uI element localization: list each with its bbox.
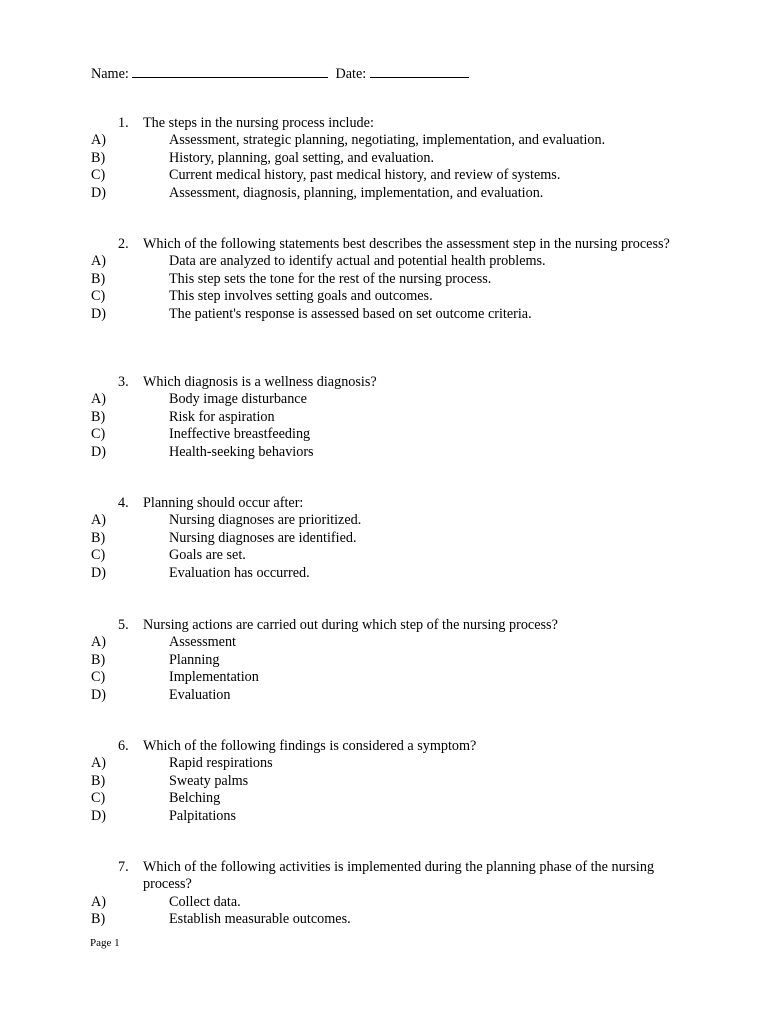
page-number: Page 1 [90,937,120,949]
option-letter: D) [91,807,106,824]
question-stem [91,859,691,894]
option-text: This step involves setting goals and outcomes. [169,288,433,305]
option-text: Body image disturbance [169,391,307,408]
option-text: Palpitations [169,807,236,824]
option-letter: B) [91,149,106,166]
option-letter: A) [91,391,106,408]
option-d [91,185,691,202]
question-number: 3. [118,374,129,390]
option-letter: B) [91,911,106,928]
question-stem [91,495,691,512]
option-letter: C) [91,426,106,443]
option-letter: C) [91,547,106,564]
option-text: Assessment, diagnosis, planning, implementation, and evaluation. [169,184,544,201]
question-6 [91,738,691,825]
question-text: Which of the following findings is considered a symptom? [143,738,477,754]
option-text: Establish measurable outcomes. [169,911,351,928]
option-letter: D) [91,686,106,703]
option-text: Current medical history, past medical history, and review of systems. [169,167,561,184]
option-b [91,530,691,547]
question-text: Which of the following statements best describes the assessment step in the nursing process? [143,236,670,252]
question-stem [91,115,691,132]
option-d [91,306,691,323]
option-text: Collect data. [169,893,241,910]
option-letter: B) [91,408,106,425]
option-a [91,894,691,911]
option-text: History, planning, goal setting, and evaluation. [169,149,435,166]
option-letter: B) [91,270,106,287]
option-letter: B) [91,772,106,789]
question-number: 4. [118,495,129,511]
date-label: Date: [335,66,367,82]
option-c [91,669,691,686]
option-c [91,547,691,564]
option-b [91,773,691,790]
question-stem [91,617,691,634]
date-blank-line[interactable] [370,63,469,78]
option-c [91,426,691,443]
option-letter: A) [91,893,106,910]
option-letter: A) [91,253,106,270]
option-text: Nursing diagnoses are identified. [169,529,357,546]
question-text: The steps in the nursing process include: [143,115,374,131]
option-letter: D) [91,443,106,460]
option-text: Assessment, strategic planning, negotiating, implementation, and evaluation. [169,132,606,149]
question-3 [91,374,691,461]
option-b [91,652,691,669]
option-a [91,755,691,772]
option-letter: A) [91,132,106,149]
option-text: Belching [169,790,221,807]
question-number: 6. [118,738,129,754]
question-text: Nursing actions are carried out during which step of the nursing process? [143,617,558,633]
question-number: 2. [118,236,129,252]
option-letter: D) [91,564,106,581]
option-letter: A) [91,512,106,529]
question-stem [91,236,691,253]
question-7 [91,859,691,929]
option-text: Nursing diagnoses are prioritized. [169,512,362,529]
option-d [91,687,691,704]
question-text: Which diagnosis is a wellness diagnosis? [143,374,377,390]
option-text: Sweaty palms [169,772,249,789]
option-text: Risk for aspiration [169,408,275,425]
option-text: Evaluation [169,686,231,703]
option-b [91,271,691,288]
option-letter: C) [91,288,106,305]
option-letter: C) [91,669,106,686]
option-d [91,808,691,825]
question-stem [91,738,691,755]
question-1 [91,115,691,202]
option-b [91,911,691,928]
option-c [91,288,691,305]
question-4 [91,495,691,582]
question-number: 5. [118,617,129,633]
name-date-header [91,63,469,83]
option-text: Goals are set. [169,547,246,564]
question-number: 1. [118,115,129,131]
option-letter: C) [91,167,106,184]
name-blank-line[interactable] [132,63,328,78]
option-letter: A) [91,755,106,772]
option-a [91,634,691,651]
option-letter: D) [91,305,106,322]
question-text: Which of the following activities is implemented during the planning phase of the nursing process? [143,859,655,893]
question-number: 7. [118,859,129,875]
option-letter: C) [91,790,106,807]
question-2 [91,236,691,323]
option-letter: B) [91,651,106,668]
option-a [91,132,691,149]
question-stem [91,374,691,391]
option-text: The patient's response is assessed based on set outcome criteria. [169,305,532,322]
question-5 [91,617,691,704]
option-letter: A) [91,634,106,651]
option-c [91,167,691,184]
option-a [91,253,691,270]
option-text: Implementation [169,669,259,686]
option-c [91,790,691,807]
option-text: Planning [169,651,220,668]
option-text: Data are analyzed to identify actual and potential health problems. [169,253,546,270]
option-letter: D) [91,184,106,201]
option-d [91,444,691,461]
option-text: Ineffective breastfeeding [169,426,311,443]
option-text: Evaluation has occurred. [169,564,310,581]
option-b [91,409,691,426]
option-text: This step sets the tone for the rest of the nursing process. [169,270,492,287]
question-text: Planning should occur after: [143,495,304,511]
option-text: Assessment [169,634,236,651]
option-letter: B) [91,529,106,546]
name-label: Name: [91,66,129,82]
option-text: Health-seeking behaviors [169,443,314,460]
option-d [91,565,691,582]
option-text: Rapid respirations [169,755,273,772]
option-b [91,150,691,167]
option-a [91,512,691,529]
option-a [91,391,691,408]
